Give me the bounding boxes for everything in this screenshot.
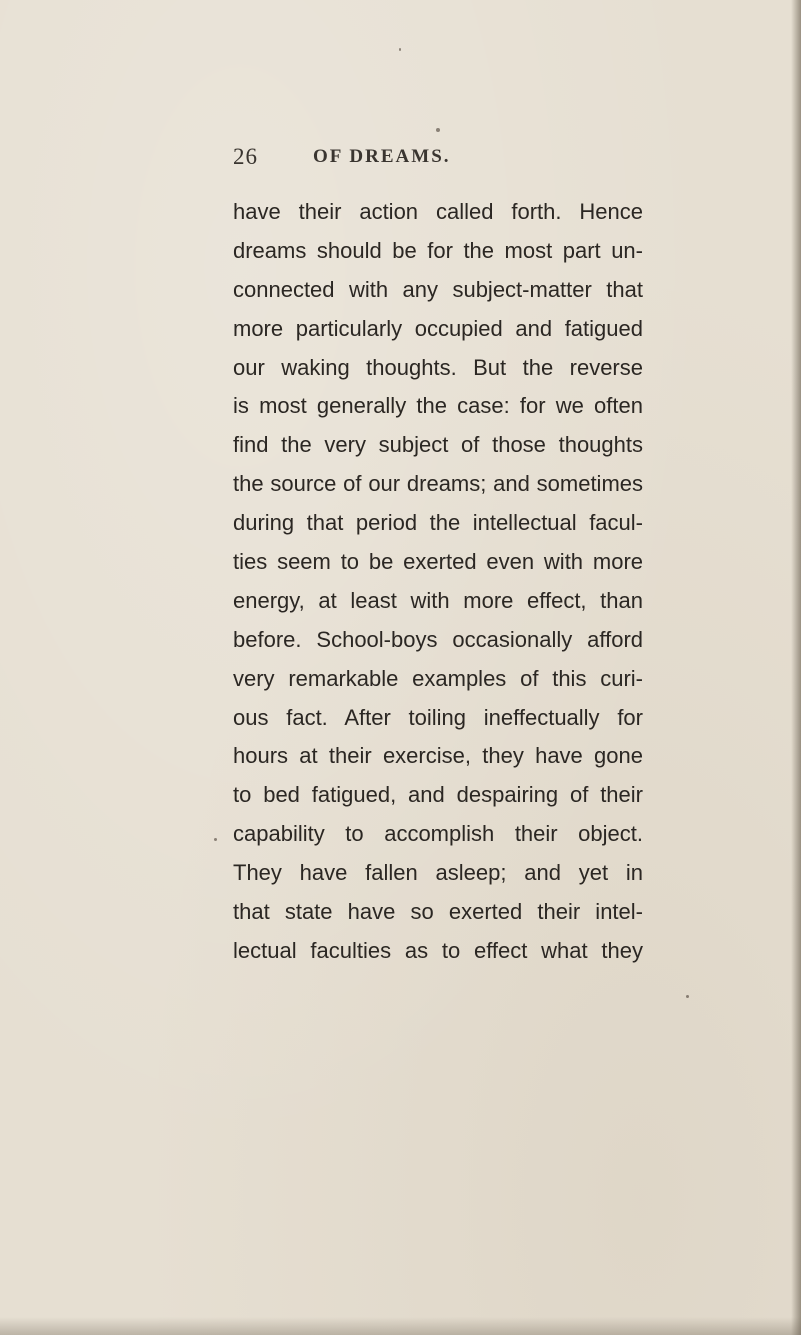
- text-line: during that period the intellectual facul-: [233, 510, 643, 536]
- paper-speck: [436, 128, 440, 132]
- text-line: ous fact. After toiling ineffectually for: [233, 704, 643, 730]
- text-line: energy, at least with more effect, than: [233, 587, 643, 613]
- text-line: capability to accomplish their object.: [233, 821, 643, 847]
- page-edge-shadow: [791, 0, 801, 1335]
- text-line: the source of our dreams; and sometimes: [233, 471, 643, 497]
- text-line: to bed fatigued, and despairing of their: [233, 782, 643, 808]
- text-line: connected with any subject-matter that: [233, 276, 643, 302]
- text-line: is most generally the case: for we often: [233, 393, 643, 419]
- text-line: very remarkable examples of this curi-: [233, 665, 643, 691]
- page-header: [0, 144, 801, 184]
- text-line: lectual faculties as to effect what they: [233, 937, 643, 963]
- paper-speck: [399, 48, 401, 51]
- text-line: ties seem to be exerted even with more: [233, 549, 643, 575]
- page-number: 26: [233, 144, 258, 169]
- text-line: dreams should be for the most part un-: [233, 237, 643, 263]
- text-line: more particularly occupied and fatigued: [233, 315, 643, 341]
- text-line: before. School-boys occasionally afford: [233, 626, 643, 652]
- running-head: OF DREAMS.: [313, 146, 451, 167]
- paper-speck: [686, 995, 689, 998]
- text-line: that state have so exerted their intel-: [233, 899, 643, 925]
- text-line: have their action called forth. Hence: [233, 199, 643, 224]
- body-text: [233, 193, 643, 971]
- paper-speck: [214, 838, 217, 841]
- text-line: our waking thoughts. But the reverse: [233, 354, 643, 380]
- page-bottom-shadow: [0, 1317, 801, 1335]
- text-line: hours at their exercise, they have gone: [233, 743, 643, 769]
- text-line: find the very subject of those thoughts: [233, 432, 643, 458]
- text-line: They have fallen asleep; and yet in: [233, 860, 643, 886]
